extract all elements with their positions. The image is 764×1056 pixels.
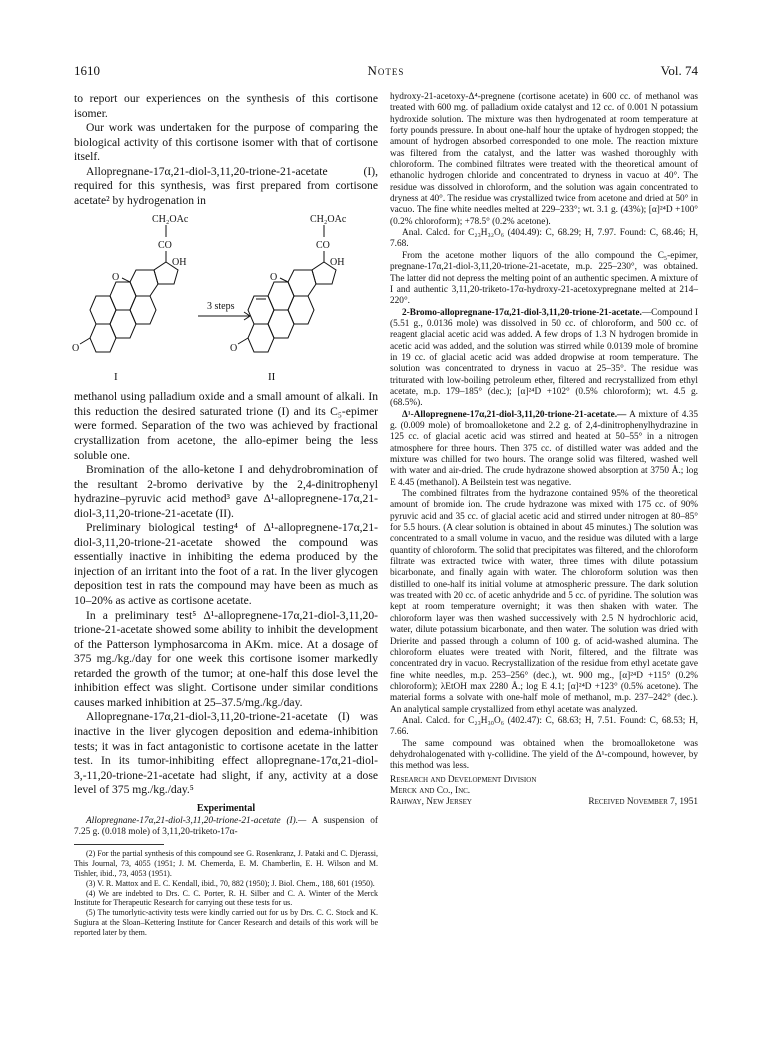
- experimental-compound-title: Allopregnane-17α,21-diol-3,11,20-trione-21-acetate (I).—: [86, 815, 307, 826]
- bromo-procedure: —Compound I (5.51 g., 0.0136 mole) was dissolved in 50 cc. of chloroform, and 500 cc. of reagent glacial acetic acid was added. A few drops of 1.3 N hydrogen bromide in acetic acid was added, and the solution was stirred while 0.0139 mole of bromine in 19 cc. of glacial acetic acid was added dropwise at room temperature. The solution was concentrated to dryness in vacuo at 25–35°. The residue was triturated with low-boiling petroleum ether, filtered and recrystallized from ethyl acetate, m.p. 179–185° (dec.); [α]²⁴D +102° (0.5% chloroform); wt. 4.5 g. (68.5%).: [390, 307, 698, 409]
- right-column: [390, 92, 698, 809]
- paragraph-preliminary-testing: Preliminary biological testing⁴ of Δ¹-allopregnene-17α,21-diol-3,11,20-trione-21-acetate showed the compound was essentially inactive in inhibiting the edema produced by the injection of an irritant into the foot of a rat. In the liver glycogen deposition test in rats the compound may have been as much as 10–20% as active as cortisone acetate.: [74, 521, 378, 608]
- arrow-label: 3 steps: [207, 301, 235, 313]
- compound-label-i: I: [114, 371, 118, 384]
- paragraph-tumor-test: In a preliminary test⁵ Δ¹-allopregnene-17α,21-diol-3,11,20-trione-21-acetate showed some ability to inhibit the development of the Patterson lymphosarcoma in AKm. mice. At a dosage of 375 mg./kg./day for one week this cortisone isomer markedly retarded the growth of the tumor; at one-half this dose level the inhibition effect was slight. Cortisone under similar conditions causes marked inhibition at 25–37.5/mg./kg./day.: [74, 608, 378, 709]
- experimental-heading: Experimental: [196, 802, 256, 814]
- hydroxyl-oh-i: OH: [172, 257, 187, 269]
- experimental-first-paragraph: [74, 816, 378, 839]
- allopregnene-compound-title: Δ¹-Allopregnene-17α,21-diol-3,11,20-trione-21-acetate.—: [402, 409, 627, 420]
- affiliation-block: [390, 775, 698, 809]
- compound-ii-structure: [230, 214, 347, 383]
- steroid-structures: [74, 210, 378, 388]
- compound-label-ii: II: [268, 371, 276, 384]
- city: Rahway, New Jersey: [390, 797, 472, 808]
- bromo-compound-title: 2-Bromo-allopregnane-17α,21-diol-3,11,20-trione-21-acetate.: [402, 307, 642, 318]
- paragraph-work: Our work was undertaken for the purpose of comparing the biological activity of this cortisone isomer with that of cortisone itself.: [74, 121, 378, 164]
- volume-number: Vol. 74: [660, 63, 698, 78]
- substituent-ch2oac-ii: CH₂OAc: [310, 214, 347, 226]
- footnote-2: (2) For the partial synthesis of this compound see G. Rosenkranz, J. Pataki and C. Djerassi, This Journal, 73, 4055 (1951; J. M. Chemerda, E. M. Chamberlin, E. H. Wilson and M. Tishler, ibid., 73, 4053 (1951).: [74, 849, 378, 878]
- paragraph-bromo: [390, 308, 698, 410]
- page-number: 1610: [74, 63, 100, 78]
- paragraph-hydrogenation: hydroxy-21-acetoxy-Δ⁴-pregnene (cortisone acetate) in 600 cc. of methanol was treated with 600 mg. of palladium oxide catalyst and 12 cc. of 0.001 N potassium hydroxide solution. The mixture was then hydrogenated at room temperature at forty pounds pressure. In about one-half hour the uptake of hydrogen stopped; the amount of hydrogen absorbed corresponded to one mole. The reaction mixture was filtered from the catalyst, and the latter was washed thoroughly with chloroform. The combined filtrates were treated with the theoretical amount of ethanolic hydrogen chloride and concentrated to dryness in vacuo at 40°. The residue was dissolved in chloroform, and the solution was again concentrated to dryness at 40°. The residue was crystallized twice from acetone and dried at 50° in vacuo. The fine white needles melted at 229–233°; wt. 3.1 g. (43%); [α]²⁴D +100° (0.2% chloroform); +78.5° (0.2% acetone).: [390, 92, 698, 227]
- reaction-arrow: [198, 301, 250, 320]
- paragraph-methanol: methanol using palladium oxide and a small amount of alkali. In this reduction the desired saturated trione (I) and its C₅-epimer were formed. Separation of the two was achieved by fractional crystallization from acetone, the allo-epimer being the less soluble one.: [74, 390, 378, 462]
- substituent-ch2oac-i: CH₂OAc: [152, 214, 189, 226]
- ketone-o-11-i: O: [112, 272, 120, 284]
- ketone-o-11-ii: O: [270, 272, 278, 284]
- footnote-rule: [74, 844, 164, 845]
- paragraph-filtrates: The combined filtrates from the hydrazone contained 95% of the theoretical amount of bromide ion. The crude hydrazone was mixed with 175 cc. of 90% pyruvic acid and 35 cc. of glacial acetic acid and stirred under nitrogen at 80–85° for 5.5 hours. (A clear solution is obtained in about 45 minutes.) The solution was concentrated to a small volume in vacuo, and the residue was diluted with a large quantity of chloroform. The solid that precipitates was filtered, and the chloroform filtrate was extracted twice with water, three times with dilute potassium bicarbonate, and finally again with water. The chloroform solution was then distilled to one-half its initial volume at atmospheric pressure. The dark solution was treated with 20 cc. of acetic anhydride and 5 cc. of pyridine. The solution was kept at room temperature overnight; it was then shaken with water. The chloroform layer was then washed successively with 2.5 N hydrochloric acid, water, dilute potassium bicarbonate, and then water. The solution was dried with Drierite and passed through a column of 100 g. of acid-washed alumina. The chloroform eluates were treated with Norit, filtered, and the filtrate was concentrated dry in vacuo. Recrystallization of the residue from ethyl acetate gave fine white needles, m.p. 253–256° (dec.), wt. 900 mg., [α]²⁴D +115° (0.2% chloroform); λEtOH max 2280 Å.; log E 4.1; [α]²⁴D +123° (0.5% acetone). The material forms a solvate with one-half mole of methanol, m.p. 237–242° (dec.). An analytical sample crystallized from ethyl acetate was analyzed.: [390, 489, 698, 715]
- running-header: [74, 63, 698, 79]
- ketone-o-3-i: O: [72, 343, 80, 355]
- reaction-scheme: [74, 210, 378, 388]
- ketone-o-3-ii: O: [230, 343, 238, 355]
- carbonyl-co-i: CO: [158, 240, 172, 252]
- allopregnene-procedure: A mixture of 4.35 g. (0.009 mole) of bromoalloketone and 2.2 g. of 2,4-dinitrophenylhydrazine in 125 cc. of glacial acetic acid was stirred and heated at 50–55° in a nitrogen atmosphere for three hours. Then 375 cc. of distilled water was added and the mixture was chilled for two hours. The orange solid was filtered, washed well with water and air-dried. The crude hydrazone showed absorption at 3750 Å.; log E 4.45 (methanol). A Beilstein test was negative.: [390, 409, 698, 488]
- paragraph-allopregnene: [390, 410, 698, 489]
- footnote-5: (5) The tumorlytic-activity tests were kindly carried out for us by Drs. C. C. Stock and K. Sugiura at the Sloan–Kettering Institute for Cancer Research and details of this work will be reported later by them.: [74, 908, 378, 937]
- company-name: Merck and Co., Inc.: [390, 785, 471, 796]
- left-column: [74, 92, 378, 938]
- analysis-2: Anal. Calcd. for C₂₃H₃₀O₆ (402.47): C, 68.63; H, 7.51. Found: C, 68.53; H, 7.66.: [390, 715, 698, 738]
- compound-i-structure: [72, 214, 189, 383]
- paragraph-intro: to report our experiences on the synthesis of this cortisone isomer.: [74, 92, 378, 120]
- division-name: Research and Development Division: [390, 774, 537, 785]
- paragraph-inactive: Allopregnane-17α,21-diol-3,11,20-trione-21-acetate (I) was inactive in the liver glycogen deposition and edema-inhibition tests; it was in fact antagonistic to cortisone acetate in the latter test. In its tumor-inhibiting effect allopregnane-17α,21-diol-3,-11,20-trione-21-acetate had slight, if any, activity at a dose level of 375 mg./kg./day.⁵: [74, 710, 378, 797]
- analysis-1: Anal. Calcd. for C₂₃H₃₂O₆ (404.49): C, 68.29; H, 7.97. Found: C, 68.46; H, 7.68.: [390, 228, 698, 250]
- paragraph-allo: Allopregnane-17α,21-diol-3,11,20-trione-21-acetate (I), required for this synthesis, was first prepared from cortisone acetate² by hydrogenation in: [74, 164, 378, 207]
- section-name: Notes: [367, 63, 405, 78]
- footnote-3: (3) V. R. Mattox and E. C. Kendall, ibid., 70, 882 (1950); J. Biol. Chem., 188, 601 (1950).: [86, 878, 375, 888]
- received-date: Received November 7, 1951: [588, 797, 698, 808]
- experimental-text: A suspension of 7.25 g. (0.018 mole) of 3,11,20-triketo-17α-: [74, 815, 378, 838]
- paragraph-mother-liquors: From the acetone mother liquors of the allo compound the C₅-epimer, pregnane-17α,21-diol-3,11,20-trione-21-acetate, m.p. 225–230°, was obtained. The latter did not depress the melting point of an authentic specimen. A mixture of I and authentic 3,11,20-triketo-17α-hydroxy-21-acetoxypregnane melted at 214–220°.: [390, 250, 698, 307]
- carbonyl-co-ii: CO: [316, 240, 330, 252]
- footnote-4: (4) We are indebted to Drs. C. C. Porter, R. H. Silber and C. A. Winter of the Merck Institute for Therapeutic Research for carrying out these tests for us.: [74, 888, 378, 908]
- paragraph-collidine: The same compound was obtained when the bromoalloketone was dehydrohalogenated with γ-collidine. The yield of the Δ¹-compound, however, by this method was less.: [390, 738, 698, 772]
- paragraph-bromination: Bromination of the allo-ketone I and dehydrobromination of the resultant 2-bromo derivative by the 2,4-dinitrophenyl hydrazine–pyruvic acid method³ gave Δ¹-allopregnene-17α,21-diol-3,11,20-trione-21-acetate (II).: [74, 463, 378, 520]
- hydroxyl-oh-ii: OH: [330, 257, 345, 269]
